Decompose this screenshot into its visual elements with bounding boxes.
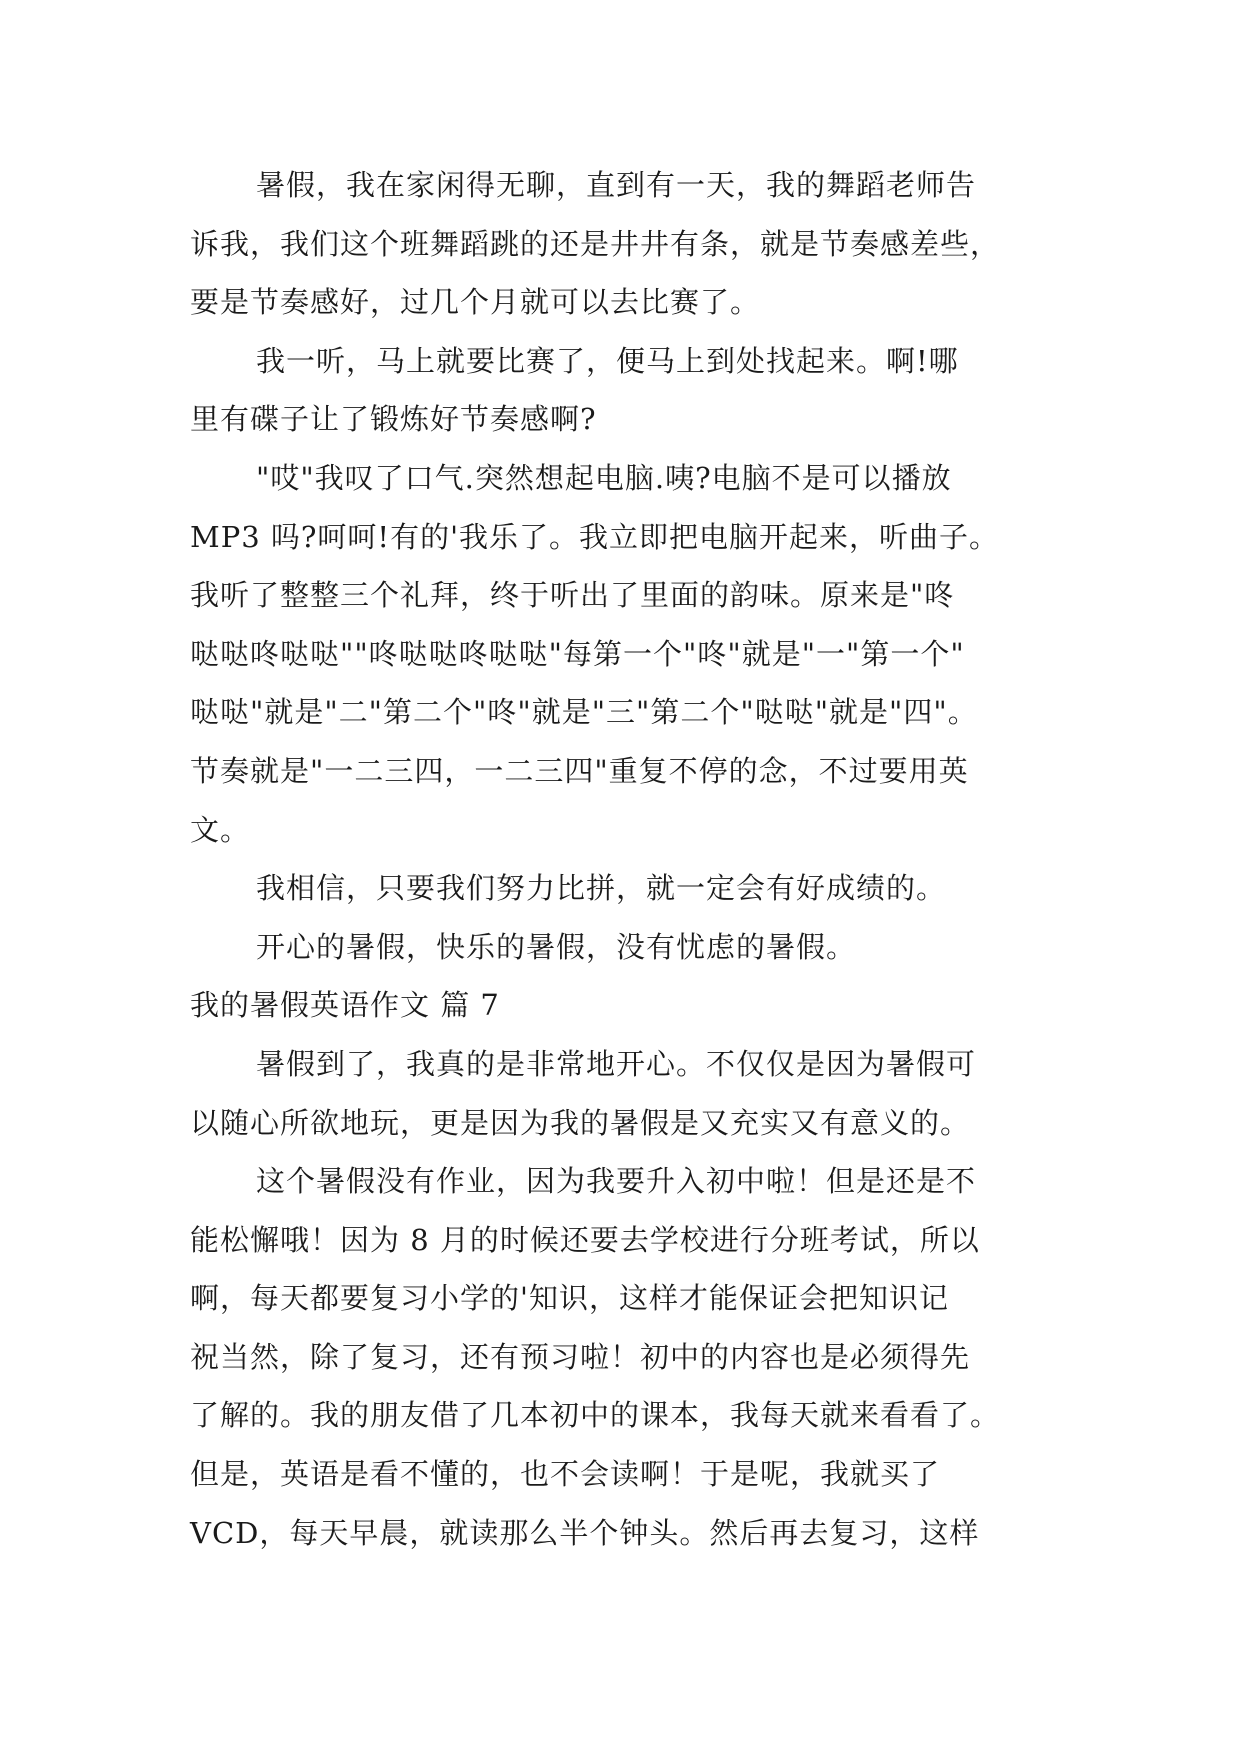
paragraph-line: 能松懈哦！因为 8 月的时候还要去学校进行分班考试，所以 (190, 1222, 980, 1257)
paragraph-line: 里有碟子让了锻炼好节奏感啊? (190, 402, 597, 437)
section-heading: 我的暑假英语作文 篇 7 (190, 988, 500, 1023)
paragraph-line: 文。 (190, 812, 251, 847)
paragraph-line: 诉我，我们这个班舞蹈跳的还是井井有条，就是节奏感差些， (190, 226, 1001, 261)
paragraph-line: 以随心所欲地玩，更是因为我的暑假是又充实又有意义的。 (190, 1105, 971, 1140)
paragraph-line: 啊，每天都要复习小学的'知识，这样才能保证会把知识记 (190, 1281, 949, 1316)
paragraph-line: 我一听，马上就要比赛了，便马上到处找起来。啊!哪 (256, 343, 959, 378)
document-body (190, 156, 1080, 1562)
paragraph-line: 但是，英语是看不懂的，也不会读啊！于是呢，我就买了 (190, 1457, 941, 1492)
paragraph-line: 哒哒"就是"二"第二个"咚"就是"三"第二个"哒哒"就是"四"。 (190, 695, 978, 730)
paragraph-line: "哎"我叹了口气.突然想起电脑.咦?电脑不是可以播放 (256, 460, 952, 495)
paragraph-line: 节奏就是"一二三四，一二三四"重复不停的念，不过要用英 (190, 753, 969, 788)
paragraph-line: 哒哒咚哒哒""咚哒哒咚哒哒"每第一个"咚"就是"一"第一个" (190, 636, 965, 671)
paragraph-line: 祝当然，除了复习，还有预习啦！初中的内容也是必须得先 (190, 1339, 971, 1374)
paragraph-line: 暑假，我在家闲得无聊，直到有一天，我的舞蹈老师告 (256, 168, 977, 202)
paragraph-line: MP3 吗?呵呵!有的'我乐了。我立即把电脑开起来，听曲子。 (190, 519, 1000, 554)
paragraph-line: VCD，每天早晨，就读那么半个钟头。然后再去复习，这样 (190, 1515, 980, 1550)
paragraph-line: 暑假到了，我真的是非常地开心。不仅仅是因为暑假可 (256, 1046, 977, 1081)
paragraph-line: 我听了整整三个礼拜，终于听出了里面的韵味。原来是"咚 (190, 578, 955, 613)
paragraph-line: 了解的。我的朋友借了几本初中的课本，我每天就来看看了。 (190, 1398, 1001, 1433)
paragraph-line: 我相信，只要我们努力比拼，就一定会有好成绩的。 (256, 871, 947, 906)
paragraph-line: 这个暑假没有作业，因为我要升入初中啦！但是还是不 (256, 1164, 977, 1199)
paragraph-line: 开心的暑假，快乐的暑假，没有忧虑的暑假。 (256, 929, 857, 964)
paragraph-line: 要是节奏感好，过几个月就可以去比赛了。 (190, 285, 761, 320)
